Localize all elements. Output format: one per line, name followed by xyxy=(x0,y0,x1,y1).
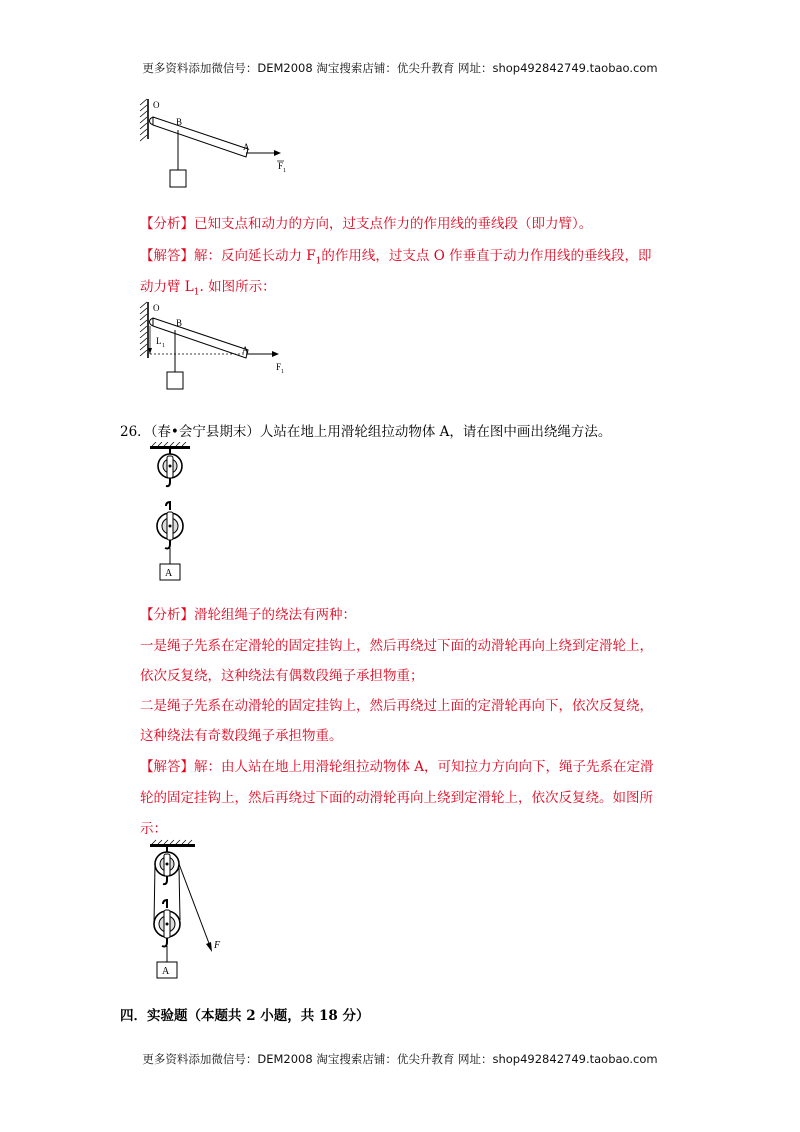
label-B: B xyxy=(176,318,183,328)
label-F-sub: 1 xyxy=(283,168,286,174)
analysis-tag: 【分析】 xyxy=(140,607,194,623)
q26-question: 26．（春•会宁县期末）人站在地上用滑轮组拉动物体 A，请在图中画出绕绳方法。 xyxy=(120,424,612,440)
answer-tag: 【解答】 xyxy=(140,248,194,264)
force-label-F: F xyxy=(214,940,221,951)
label-L: L xyxy=(156,336,162,346)
q26-analysis-line1: 一是绳子先系在定滑轮的固定挂钩上，然后再绕过下面的动滑轮再向上绕到定滑轮上， xyxy=(140,638,653,654)
q25-analysis: 【分析】已知支点和动力的方向，过支点作力的作用线的垂线段（即力臂）。 xyxy=(140,216,593,232)
label-B: B xyxy=(176,117,183,127)
q26-answer-line1: 【解答】解：由人站在地上用滑轮组拉动物体 A，可知拉力方向向下，绳子先系在定滑 xyxy=(140,759,654,775)
label-F: F xyxy=(278,161,284,171)
analysis-tag: 【分析】 xyxy=(140,216,194,232)
q26-answer-line3: 示： xyxy=(140,821,167,837)
block-label-A: A xyxy=(165,568,173,579)
q26-analysis-line2: 依次反复绕，这种绕法有偶数段绳子承担物重； xyxy=(140,668,424,684)
label-A: A xyxy=(243,142,250,152)
label-O: O xyxy=(153,100,160,110)
page-footer: 更多资料添加微信号：DEM2008 淘宝搜索店铺：优尖升教育 网址：shop492842749.taobao.com xyxy=(142,1052,658,1066)
label-F: F xyxy=(276,362,282,372)
page-header: 更多资料添加微信号：DEM2008 淘宝搜索店铺：优尖升教育 网址：shop492842749.taobao.com xyxy=(142,61,658,75)
block-label-A: A xyxy=(162,966,170,977)
q26-analysis-line4: 这种绕法有奇数段绳子承担物重。 xyxy=(140,728,343,744)
answer-tag: 【解答】 xyxy=(140,759,194,775)
pulley-figure-answer xyxy=(140,838,240,988)
q26-analysis-line3: 二是绳子先系在动滑轮的固定挂钩上，然后再绕过上面的定滑轮再向下，依次反复绕， xyxy=(140,698,653,714)
lever-figure-2 xyxy=(136,298,296,398)
q26-answer-line2: 轮的固定挂钩上，然后再绕过下面的动滑轮再向上绕到定滑轮上，依次反复绕。如图所 xyxy=(140,790,653,806)
label-F-sub: 1 xyxy=(281,369,284,375)
label-A: A xyxy=(242,345,249,355)
label-O: O xyxy=(153,303,160,313)
q25-answer-line1: 【解答】解：反向延长动力 $F_1$的作用线，过支点 O 作垂直于动力作用线的垂线段，即 xyxy=(140,248,652,267)
pulley-figure-question xyxy=(140,442,200,587)
label-L-sub: 1 xyxy=(162,343,165,349)
q25-answer-line2: 动力臂 $L_1$. 如图所示： xyxy=(140,279,276,298)
lever-figure-1 xyxy=(136,95,296,195)
q26-analysis: 【分析】滑轮组绳子的绕法有两种： xyxy=(140,607,356,623)
section-title: 四．实验题（本题共 2 小题，共 18 分） xyxy=(120,1008,370,1024)
